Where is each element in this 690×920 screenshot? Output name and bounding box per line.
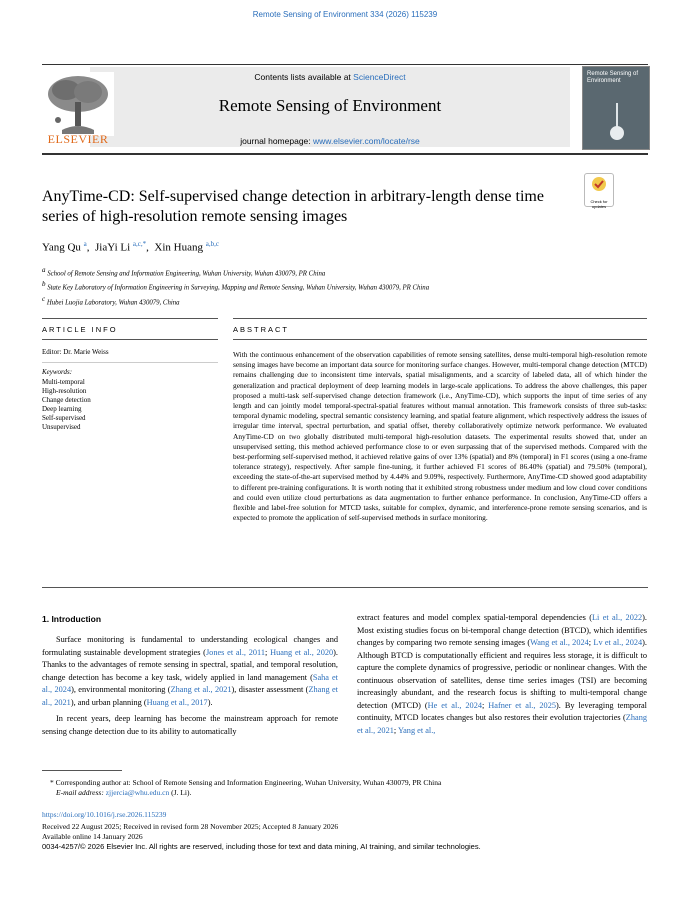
- intro-paragraph: [42, 713, 338, 738]
- paragraph-text: ). Thanks to the advantages of remote sensing in spectral, spatial, and temporal resolution, change detection has become a key task, widely applied in land management (: [42, 647, 338, 682]
- affiliation-item: $^b$ State Key Laboratory of Information Engineering in Surveying, Mapping and Remote Sensing, Wuhan University, Wuhan 430079, PR China: [42, 280, 430, 292]
- paragraph-text: In recent years, deep learning has become the mainstream approach for remote sensing change detection due to its ability to automatically: [42, 714, 338, 736]
- abstract-subrule: [233, 339, 647, 340]
- editor-line: Editor: Dr. Marie Weiss: [42, 348, 109, 356]
- check-for-updates-button[interactable]: [584, 173, 614, 207]
- article-info-rule: [42, 318, 218, 319]
- author-affil-mark[interactable]: a,c,*: [132, 240, 147, 248]
- check-updates-label: Check for updates: [590, 199, 608, 209]
- citation-link[interactable]: He et al., 2024: [427, 700, 482, 710]
- paragraph-text: ). By leveraging temporal continuity, MTCD locates changes but also restores their evolution trajectories (: [357, 700, 647, 722]
- affiliation-item: $^c$ Hubei Luojia Laboratory, Wuhan 430079, China: [42, 294, 180, 306]
- author-name[interactable]: Xin Huang: [154, 241, 203, 254]
- keyword-item: Multi-temporal: [42, 378, 85, 386]
- doi-link[interactable]: https://doi.org/10.1016/j.rse.2026.115239: [42, 810, 167, 819]
- keyword-item: Deep learning: [42, 405, 82, 413]
- cover-graphic-icon: [597, 103, 637, 143]
- elsevier-tree-logo-icon: [42, 68, 114, 140]
- corresponding-text: * Corresponding author at: School of Remote Sensing and Information Engineering, Wuhan University, Wuhan 430079, PR China: [50, 778, 442, 787]
- author-name[interactable]: JiaYi Li: [95, 241, 131, 254]
- keyword-item: Self-supervised: [42, 414, 86, 422]
- intro-paragraph: [357, 612, 647, 737]
- citation-link[interactable]: Huang et al., 2017: [146, 697, 208, 707]
- paragraph-text: ), environmental monitoring (: [71, 685, 171, 694]
- citation-link[interactable]: Saha et al., 2024: [42, 672, 338, 694]
- publisher-name: ELSEVIER: [47, 132, 109, 146]
- sciencedirect-link[interactable]: ScienceDirect: [353, 72, 406, 82]
- email-link[interactable]: zjjercia@whu.edu.cn: [105, 788, 170, 797]
- footnote-rule: [42, 770, 122, 771]
- paragraph-text: ), and urban planning (: [70, 697, 147, 707]
- paper-title: AnyTime-CD: Self-supervised change detection in arbitrary-length dense time series of high-resolution remote sensing images: [42, 188, 544, 225]
- citation-link[interactable]: Yang et al.,: [397, 725, 436, 735]
- citation-link[interactable]: Wang et al., 2024: [530, 638, 589, 647]
- keywords-heading: Keywords:: [42, 368, 73, 376]
- paragraph-text: ). Most existing studies focus on bi-temporal change detection (BTCD), which identifies changes by comparing two remote sensing images (: [357, 613, 647, 647]
- paragraph-text: ;: [482, 700, 489, 710]
- available-online: Available online 14 January 2026: [42, 832, 143, 841]
- homepage-prefix: journal homepage:: [240, 136, 313, 146]
- abstract-rule: [233, 318, 647, 319]
- citation-link[interactable]: Huang et al., 2020: [270, 647, 334, 657]
- citation-link[interactable]: Li et al., 2022: [591, 613, 643, 622]
- paragraph-text: ;: [393, 725, 398, 735]
- journal-reference[interactable]: Remote Sensing of Environment 334 (2026) 115239: [252, 10, 438, 19]
- copyright-line: 0034-4257/© 2026 Elsevier Inc. All rights are reserved, including those for text and data mining, AI training, and similar technologies.: [42, 842, 481, 851]
- abstract-heading: ABSTRACT: [233, 325, 290, 334]
- author-affil-mark[interactable]: a: [83, 240, 87, 248]
- citation-link[interactable]: Jones et al., 2011: [205, 647, 266, 657]
- contents-line: [90, 72, 570, 82]
- paragraph-text: extract features and model complex spatial-temporal dependencies (: [357, 613, 592, 622]
- intro-column-right: [357, 612, 647, 737]
- journal-cover-image[interactable]: [582, 66, 650, 150]
- journal-name: Remote Sensing of Environment: [218, 96, 442, 115]
- email-suffix: (J. Li).: [169, 788, 192, 797]
- keyword-item: High-resolution: [42, 387, 87, 395]
- article-info-heading: ARTICLE INFO: [42, 325, 118, 334]
- corresponding-author-note: [42, 778, 441, 798]
- affiliation-item: $^a$ School of Remote Sensing and Information Engineering, Wuhan University, Wuhan 430079, PR China: [42, 266, 326, 278]
- citation-link[interactable]: Zhang et al., 2021: [357, 713, 647, 735]
- email-label: E-mail address:: [56, 788, 106, 797]
- intro-paragraph: [42, 634, 338, 709]
- header-bottom-rule: [42, 153, 648, 155]
- article-info-subrule: [42, 339, 218, 340]
- paragraph-text: ), disaster assessment (: [231, 685, 309, 694]
- author-affil-mark[interactable]: a,b,c: [205, 240, 219, 248]
- section-heading-introduction: 1. Introduction: [42, 614, 102, 624]
- keyword-item: Change detection: [42, 396, 91, 404]
- citation-link[interactable]: Zhang et al., 2021: [42, 685, 338, 707]
- cover-title: Remote Sensing of Environment: [587, 71, 639, 84]
- paragraph-text: ). Although BTCD is computationally efficient and requires less storage, it is difficult to capture the complete dynamics of progressive, periodic or nonlinear changes. With the continuous observation of satellites, dense time series images (TSI) are becoming increasingly abundant, and the research focus is shifting to multi-temporal change detection (MTCD) (: [357, 638, 647, 710]
- affiliations: [42, 265, 429, 308]
- homepage-line: [90, 136, 570, 146]
- check-updates-icon: [585, 174, 613, 194]
- paragraph-text: ;: [265, 647, 271, 657]
- contents-prefix: Contents lists available at: [254, 72, 354, 82]
- header-top-rule: [42, 64, 648, 65]
- citation-link[interactable]: Hafner et al., 2025: [488, 700, 556, 710]
- citation-link[interactable]: Zhang et al., 2021: [170, 685, 232, 694]
- author-list: Yang Qu $^a$, JiaYi Li $^{a,c,*}$, Xin Huang $^{a,b,c}$: [42, 240, 219, 254]
- paragraph-text: ).: [207, 697, 213, 707]
- author-name[interactable]: Yang Qu: [42, 241, 81, 254]
- received-dates: Received 22 August 2025; Received in revised form 28 November 2025; Accepted 8 January 2026: [42, 822, 339, 831]
- keyword-item: Unsupervised: [42, 423, 81, 431]
- keywords-list: [42, 378, 91, 432]
- keywords-divider: [42, 362, 218, 363]
- paragraph-text: ;: [588, 638, 594, 647]
- intro-column-left: [42, 634, 338, 738]
- paragraph-text: Surface monitoring is fundamental to understanding ecological changes and formulating sustainable development strategies (: [42, 635, 338, 657]
- abstract-text: With the continuous enhancement of the observation capabilities of remote sensing satellites, dense multi-temporal high-resolution remote sensing images have become an important data source for monitoring surface changes. However, multi-temporal change detection (MTCD) remains challenging due to inconsistent time intervals, spatial misalignments, and a scarcity of labeled data, all of which hinder the generalization and practical deployment of deep learning models in large-scale applications. To address the above challenges, this paper proposed a multi-task self-supervised change detection framework (i.e., AnyTime-CD), which supports the input of time series of any length and can jointly model temporal-spectral-spatial features without manual annotation. This framework consists of three sub-tasks: temporal dynamic modeling, spectral semantic consistency learning, and spatial feature alignment, which respectively address the issues of irregular time interval, spectral perturbation, and spatial offset, thereby collaboratively optimize network performance. We evaluated AnyTime-CD on two globally distributed multi-temporal high-resolution datasets. The experimental results showed that, under an unsupervised setting, this method achieved performance close to or even surpassing that of the supervised methods. Compared with the best-performing self-supervised method, it achieved relative gains of over 13% (spatial) and 8% (temporal) in F1 scores (using a one-frame tolerance strategy), respectively. After sample fine-tuning, it further achieved F1 scores of 86.40% (spatial) and 79.50% (temporal), exceeding the state-of-the-art supervised method by 4.44% and 9.09%, respectively. Furthermore, AnyTime-CD showed good adaptability to different pre-training configurations. It is worth noting that it exhibited strong robustness under medium and low cloud cover conditions and could even utilize cloud perturbations as data augmentation to further enhance performance. In conclusion, AnyTime-CD offers a flexible and label-free solution for MTCD tasks, suitable for complex, dynamic, and interference-prone remote sensing scenarios, and is expected to promote the application of self-supervised methods in surface monitoring.: [233, 350, 647, 523]
- homepage-link[interactable]: www.elsevier.com/locate/rse: [313, 136, 420, 146]
- citation-link[interactable]: Lv et al., 2024: [593, 638, 643, 647]
- abstract-bottom-rule: [42, 587, 648, 588]
